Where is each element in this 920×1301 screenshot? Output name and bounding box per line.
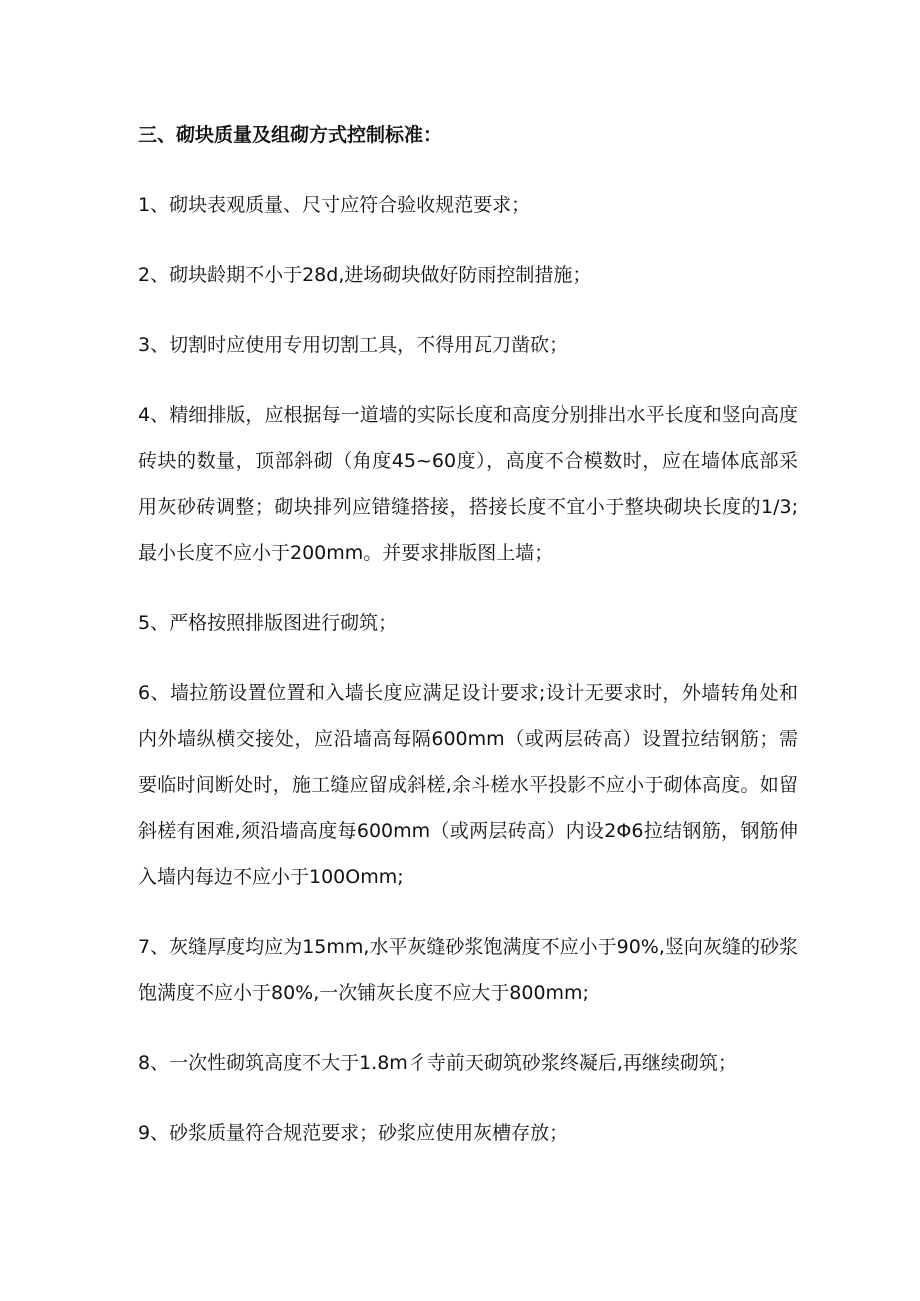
- list-item-1: 1、砌块表观质量、尺寸应符合验收规范要求；: [138, 194, 531, 216]
- list-item-5: 5、严格按照排版图进行砌筑；: [138, 612, 398, 634]
- list-item-8: 8、一次性砌筑高度不大于1.8m彳寺前天砌筑砂浆终凝后,再继续砌筑；: [138, 1052, 737, 1074]
- list-item-4: 4、精细排版，应根据每一道墙的实际长度和高度分别排出水平长度和竖向高度砖块的数量，顶部斜砌（角度45~60度），高度不合模数时，应在墙体底部采用灰砂砖调整；砌块排列应错缝搭接，搭接长度不宜小于整块砌块长度的1/3;最小长度不应小于200mm。并要求排版图上墙；: [138, 404, 798, 564]
- list-item-7: 7、灰缝厚度均应为15mm,水平灰缝砂浆饱满度不应小于90%,竖向灰缝的砂浆饱满度不应小于80%,一次铺灰长度不应大于800mm;: [138, 936, 798, 1004]
- list-item-2: 2、砌块龄期不小于28d,进场砌块做好防雨控制措施；: [138, 264, 592, 286]
- list-item-3: 3、切割时应使用专用切割工具，不得用瓦刀凿砍；: [138, 334, 569, 356]
- list-item-6: 6、墙拉筋设置位置和入墙长度应满足设计要求;设计无要求时，外墙转角处和内外墙纵横交接处，应沿墙高每隔600mm（或两层砖高）设置拉结钢筋；需要临时间断处时，施工缝应留成斜槎,余斗槎水平投影不应小于砌体高度。如留斜槎有困难,须沿墙高度每600mm（或两层砖高）内设2Φ6拉结钢筋，钢筋伸入墙内每边不应小于100Omm;: [138, 682, 798, 888]
- section-heading: 三、砌块质量及组砌方式控制标准：: [138, 124, 443, 146]
- list-item-9: 9、砂浆质量符合规范要求；砂浆应使用灰槽存放；: [138, 1122, 569, 1144]
- document-page: [138, 112, 798, 1180]
